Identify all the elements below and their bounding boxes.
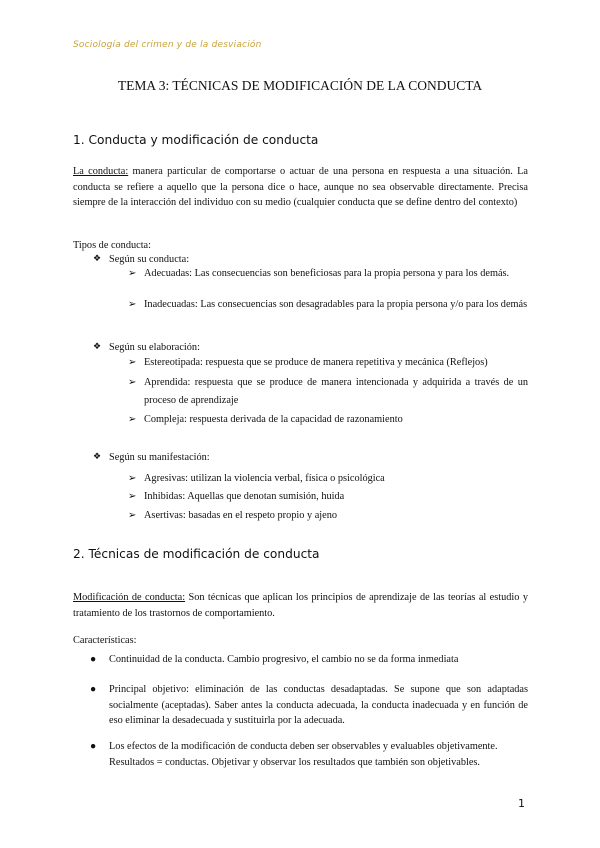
- definition-term: Modificación de conducta:: [73, 592, 186, 603]
- type-item: [128, 297, 528, 313]
- page-number: 1: [518, 797, 525, 810]
- definition-term: La conducta:: [73, 166, 129, 177]
- type-item: [128, 374, 528, 410]
- section-1-heading: 1. Conducta y modificación de conducta: [73, 133, 319, 147]
- dot-bullet-icon: ●: [90, 741, 97, 752]
- characteristic-item: [90, 652, 528, 668]
- arrow-bullet-icon: ➢: [128, 357, 137, 368]
- type-item: [128, 489, 528, 505]
- dot-bullet-icon: ●: [90, 654, 97, 665]
- characteristic-text: Los efectos de la modificación de conducta deben ser observables y evaluables objetivamente. Resultados = conductas. Objetivar y observar los resultados que también son objetivables.: [109, 741, 498, 768]
- type-item: [128, 508, 528, 524]
- diamond-bullet-icon: ❖: [93, 452, 102, 462]
- arrow-bullet-icon: ➢: [128, 299, 137, 310]
- type-item-text: Asertivas: basadas en el respeto propio y ajeno: [144, 510, 338, 521]
- arrow-bullet-icon: ➢: [128, 473, 137, 484]
- type-item-text: Inadecuadas: Las consecuencias son desagradables para la propia persona y/o para los demás: [144, 299, 528, 310]
- characteristic-text: Continuidad de la conducta. Cambio progresivo, el cambio no se da forma inmediata: [109, 654, 459, 665]
- characteristics-label: Características:: [73, 635, 137, 646]
- type-item-text: Agresivas: utilizan la violencia verbal, física o psicológica: [144, 473, 385, 484]
- type-item-text: Estereotipada: respuesta que se produce de manera repetitiva y mecánica (Reflejos): [144, 357, 488, 368]
- type-item: [128, 412, 528, 428]
- type-item: [128, 266, 528, 282]
- arrow-bullet-icon: ➢: [128, 268, 137, 279]
- type-item-text: Compleja: respuesta derivada de la capacidad de razonamiento: [144, 414, 403, 425]
- arrow-bullet-icon: ➢: [128, 414, 137, 425]
- page-title: TEMA 3: TÉCNICAS DE MODIFICACIÓN DE LA CONDUCTA: [117, 78, 483, 93]
- arrow-bullet-icon: ➢: [128, 491, 137, 502]
- type-item-text: Aprendida: respuesta que se produce de manera intencionada y adquirida a través de un proceso de aprendizaje: [144, 377, 528, 406]
- arrow-bullet-icon: ➢: [128, 377, 137, 388]
- running-header: Sociología del crimen y de la desviación: [73, 40, 262, 50]
- characteristic-item: [90, 739, 528, 770]
- section-2-heading: 2. Técnicas de modificación de conducta: [73, 547, 320, 561]
- modificacion-definition: [73, 590, 528, 621]
- type-item-text: Inhibidas: Aquellas que denotan sumisión, huida: [144, 491, 345, 502]
- diamond-bullet-icon: ❖: [93, 254, 102, 264]
- type-item: [128, 355, 528, 371]
- conducta-definition: [73, 164, 528, 211]
- type-item: [128, 471, 528, 487]
- type-item-text: Adecuadas: Las consecuencias son beneficiosas para la propia persona y para los demás.: [144, 268, 510, 279]
- arrow-bullet-icon: ➢: [128, 510, 137, 521]
- types-label: Tipos de conducta:: [73, 240, 151, 251]
- characteristic-item: [90, 682, 528, 729]
- dot-bullet-icon: ●: [90, 684, 97, 695]
- characteristic-text: Principal objetivo: eliminación de las conductas desadaptadas. Se supone que son adaptadas socialmente (aceptadas). Saber antes la conducta adecuada, la conducta inadecuada y en función de eso eliminar la desadecuada y sustituirla por la adecuada.: [109, 684, 528, 726]
- definition-text: manera particular de comportarse o actuar de una persona en respuesta a una situación. La conducta se refiere a aquello que la persona dice o hace, aunque no sea observable directamente. Precisa siempre de la interacción del individuo con su medio (cualquier conducta que se define dentro del contexto): [73, 166, 528, 208]
- type-group-label: Según su manifestación:: [109, 452, 210, 463]
- type-group-label: Según su elaboración:: [109, 342, 200, 353]
- type-group-label: Según su conducta:: [109, 254, 190, 265]
- definition-text: Son técnicas que aplican los principios de aprendizaje de las teorías al estudio y tratamiento de los trastornos de comportamiento.: [73, 592, 528, 619]
- diamond-bullet-icon: ❖: [93, 342, 102, 352]
